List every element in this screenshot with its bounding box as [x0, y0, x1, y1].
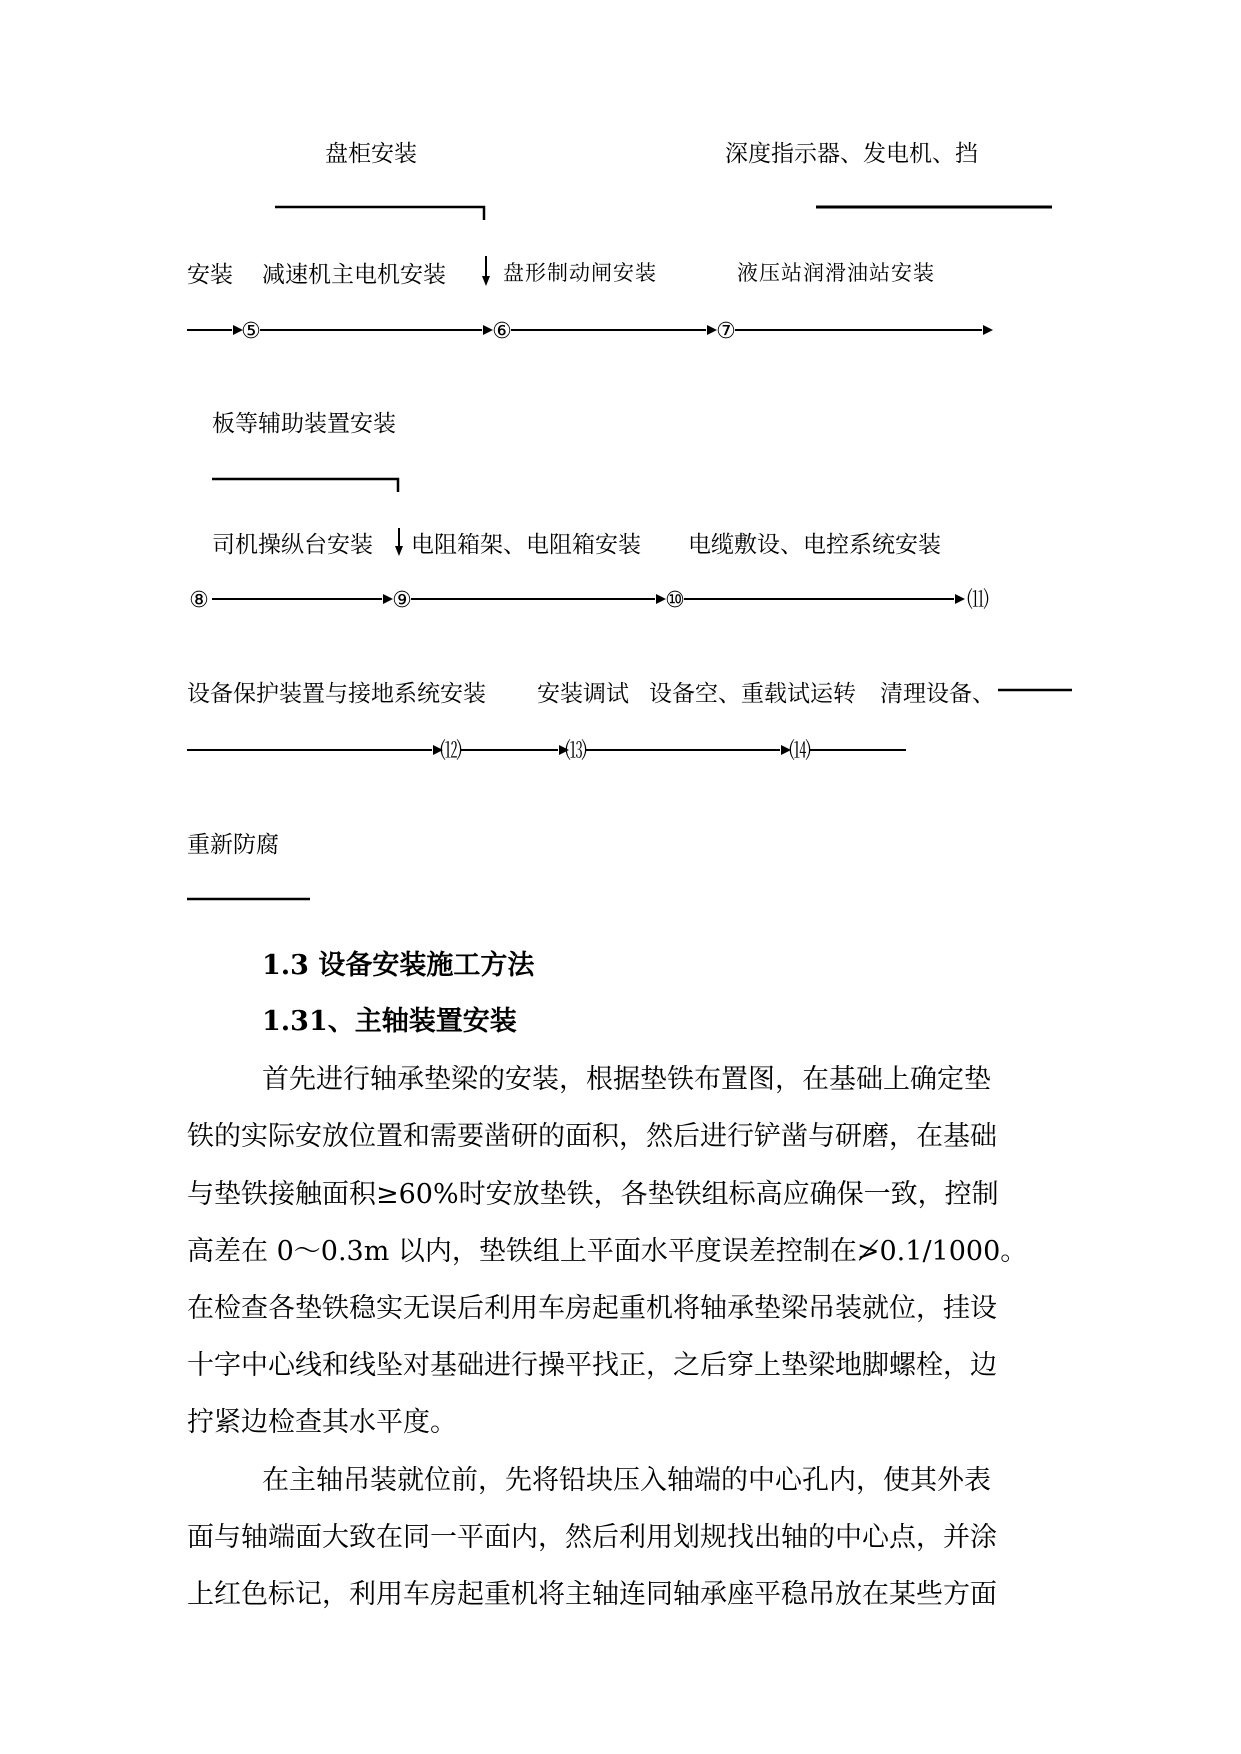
paragraph-line: 在主轴吊装就位前，先将铅块压入轴端的中心孔内，使其外表	[262, 1465, 991, 1496]
paragraph-line: 拧紧边检查其水平度。	[187, 1407, 457, 1438]
paragraph-line: 首先进行轴承垫梁的安装，根据垫铁布置图，在基础上确定垫	[262, 1064, 991, 1095]
arrowhead-row2-3	[955, 594, 965, 604]
paragraph-line: 高差在 0～0.3m 以内，垫铁组上平面水平度误差控制在≯0.1/1000。	[187, 1236, 1028, 1267]
flow-label-protection-grounding: 设备保护装置与接地系统安装	[187, 681, 486, 707]
step-number-7: ⑦	[716, 319, 736, 344]
flow-label-disc-brake: 盘形制动闸安装	[503, 261, 657, 285]
flow-label-cleanup: 清理设备、	[880, 681, 995, 707]
flow-label-resistor-box: 电阻箱架、电阻箱安装	[411, 532, 641, 558]
arrowhead-row1-4	[983, 325, 993, 335]
step-number-11: ⑾	[966, 588, 990, 613]
paragraph-line: 上红色标记，利用车房起重机将主轴连同轴承座平稳吊放在某些方面	[187, 1579, 997, 1610]
flow-label-hydraulic-station: 液压站润滑油站安装	[737, 261, 935, 285]
step-number-10: ⑩	[665, 588, 685, 613]
step-number-6: ⑥	[492, 319, 512, 344]
section-heading-1-3: 1.3 设备安装施工方法	[262, 950, 535, 981]
paragraph-line: 十字中心线和线坠对基础进行操平找正，之后穿上垫梁地脚螺栓，边	[187, 1350, 997, 1381]
connector-bracket-aux	[212, 479, 398, 492]
paragraph-line: 与垫铁接触面积≥60%时安放垫铁，各垫铁组标高应确保一致，控制	[187, 1179, 999, 1210]
paragraph-line: 面与轴端面大致在同一平面内，然后利用划规找出轴的中心点，并涂	[187, 1522, 997, 1553]
arrowhead-down-2	[395, 546, 403, 556]
flow-label-cable-control: 电缆敷设、电控系统安装	[688, 532, 941, 558]
flow-label-reanticorrosion: 重新防腐	[187, 832, 279, 858]
flow-label-driver-console: 司机操纵台安装	[212, 532, 373, 558]
flow-label-commissioning: 安装调试	[537, 681, 629, 707]
step-number-12: ⑿	[439, 739, 463, 764]
section-heading-1-31: 1.31、主轴装置安装	[262, 1006, 517, 1037]
flow-label-install: 安装	[187, 262, 233, 288]
flow-label-load-test: 设备空、重载试运转	[649, 681, 856, 707]
flow-label-reducer-motor: 减速机主电机安装	[262, 262, 446, 288]
connector-bracket-panel	[275, 207, 484, 220]
paragraph-line: 铁的实际安放位置和需要凿研的面积，然后进行铲凿与研磨，在基础	[187, 1121, 997, 1152]
step-number-14: ⒁	[788, 739, 812, 764]
step-number-8: ⑧	[189, 588, 209, 613]
flow-label-auxiliary-devices: 板等辅助装置安装	[212, 411, 396, 437]
step-number-5: ⑤	[241, 319, 261, 344]
flow-label-depth-indicator: 深度指示器、发电机、挡	[725, 141, 978, 167]
flow-label-panel-cabinet: 盘柜安装	[325, 141, 417, 167]
arrowhead-down-1	[482, 276, 490, 286]
step-number-13: ⒀	[564, 739, 588, 764]
step-number-9: ⑨	[392, 588, 412, 613]
paragraph-line: 在检查各垫铁稳实无误后利用车房起重机将轴承垫梁吊装就位，挂设	[187, 1293, 997, 1324]
